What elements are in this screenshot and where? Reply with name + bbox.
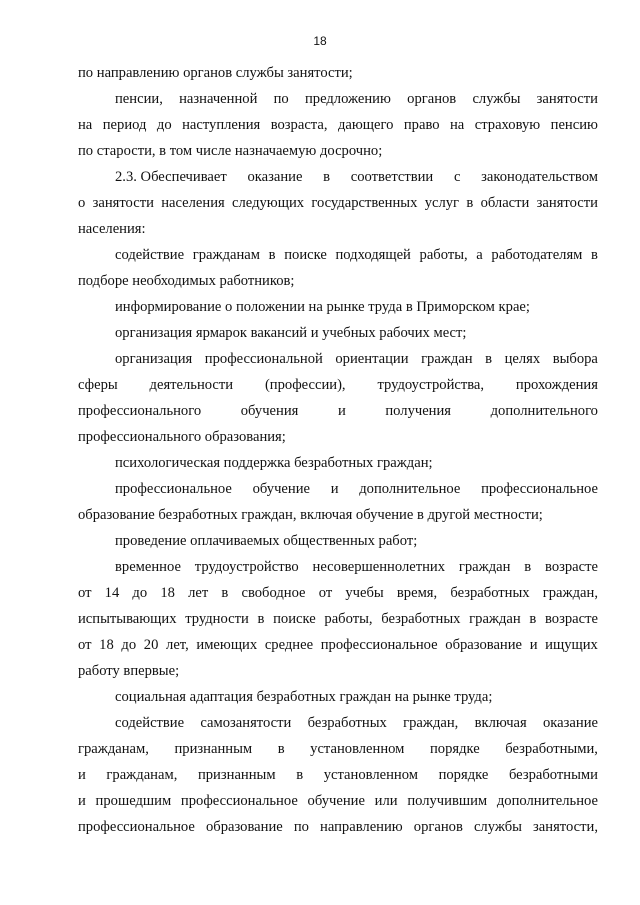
text-segment: возраста, — [270, 117, 328, 133]
text-segment: безработными — [508, 767, 598, 783]
text-segment: соответствии — [350, 169, 434, 185]
text-segment: в — [524, 559, 532, 575]
text-line — [78, 424, 598, 450]
text-segment: ищущих — [545, 637, 598, 653]
text-segment: по старости, в том числе назначаемую досрочно; — [78, 143, 383, 159]
text-segment: оказание — [247, 169, 303, 185]
text-segment: работодателям — [491, 247, 583, 263]
text-segment: среднее — [264, 637, 314, 653]
text-line — [78, 372, 598, 398]
text-segment: назначенной — [179, 91, 258, 107]
text-segment: поиске — [284, 247, 327, 263]
text-segment: занятости — [92, 195, 154, 211]
text-line — [78, 762, 598, 788]
text-segment: 18 — [160, 585, 175, 601]
text-segment: населения — [161, 195, 225, 211]
text-line — [78, 554, 598, 580]
text-segment: работы, — [419, 247, 468, 263]
text-segment: право — [403, 117, 440, 133]
text-segment: включая — [474, 715, 527, 731]
text-segment: в — [277, 741, 285, 757]
text-segment: граждан — [458, 559, 511, 575]
text-segment: деятельности — [149, 377, 234, 393]
text-segment: прохождения — [515, 377, 598, 393]
text-segment: в — [323, 169, 331, 185]
text-segment: в — [268, 247, 276, 263]
text-segment: свободное — [241, 585, 306, 601]
text-segment: граждан — [469, 611, 521, 627]
text-segment: оказание — [543, 715, 598, 731]
text-segment: граждан, — [542, 585, 598, 601]
text-line — [78, 86, 598, 112]
text-segment: профессиональное — [180, 793, 298, 809]
text-segment: содействие — [115, 715, 185, 731]
text-segment: следующих — [232, 195, 305, 211]
text-segment: профессиональное — [78, 819, 195, 835]
text-segment: службы — [473, 819, 522, 835]
text-segment: порядке — [438, 767, 489, 783]
text-segment: работу впервые; — [78, 663, 180, 679]
text-segment: целях — [504, 351, 541, 367]
text-segment: направлению — [320, 819, 403, 835]
text-segment: 2.3. Обеспечивает — [115, 169, 227, 185]
text-segment: гражданам, — [106, 767, 178, 783]
text-segment: дополнительного — [490, 403, 598, 419]
text-segment: получения — [385, 403, 452, 419]
text-segment: по направлению органов службы занятости; — [78, 65, 353, 81]
text-segment: предложению — [304, 91, 391, 107]
text-segment: безработных — [381, 611, 461, 627]
text-segment: занятости — [536, 195, 598, 211]
text-segment: от — [78, 585, 92, 601]
text-segment: время, — [396, 585, 438, 601]
document-body-text — [78, 60, 598, 840]
text-segment: и — [337, 403, 346, 419]
text-line — [78, 606, 598, 632]
text-line — [78, 528, 598, 554]
text-segment: подборе необходимых работников; — [78, 273, 295, 289]
text-segment: поиске — [273, 611, 316, 627]
text-line — [78, 502, 598, 528]
text-segment: дающего — [337, 117, 394, 133]
text-segment: и — [529, 637, 538, 653]
text-segment: самозанятости — [200, 715, 292, 731]
text-segment: органов — [407, 91, 457, 107]
text-line — [78, 242, 598, 268]
text-segment: в — [221, 585, 229, 601]
text-segment: в — [296, 767, 304, 783]
text-segment: прошедшим — [95, 793, 172, 809]
text-segment: несовершеннолетних — [312, 559, 446, 575]
text-segment: 14 — [104, 585, 120, 601]
text-segment: на — [450, 117, 465, 133]
text-segment: работы, — [324, 611, 373, 627]
text-line — [78, 320, 598, 346]
text-line — [78, 216, 598, 242]
text-line — [78, 268, 598, 294]
text-segment: безработными, — [505, 741, 598, 757]
text-segment: порядке — [429, 741, 480, 757]
text-segment: наступления — [182, 117, 261, 133]
text-segment: признанным — [174, 741, 253, 757]
text-segment: содействие — [115, 247, 185, 263]
text-segment: в — [485, 351, 493, 367]
text-line — [78, 138, 598, 164]
text-segment: 20 — [143, 637, 159, 653]
text-line — [78, 580, 598, 606]
text-segment: граждан — [421, 351, 473, 367]
text-line — [78, 112, 598, 138]
text-segment: информирование о положении на рынке труда в Приморском крае; — [115, 299, 530, 315]
text-segment: признанным — [197, 767, 276, 783]
text-segment: образование — [205, 819, 283, 835]
text-segment: от — [318, 585, 333, 601]
text-segment: подходящей — [335, 247, 411, 263]
text-segment: области — [480, 195, 530, 211]
text-segment: дополнительное — [359, 481, 461, 497]
text-line — [78, 684, 598, 710]
text-segment: возрасте — [545, 559, 598, 575]
text-segment: или — [374, 793, 398, 809]
text-segment: законодательством — [481, 169, 598, 185]
text-line — [78, 814, 598, 840]
text-segment: от — [78, 637, 92, 653]
text-segment: в — [529, 611, 537, 627]
text-line — [78, 788, 598, 814]
text-segment: ориентации — [335, 351, 409, 367]
text-segment: (профессии), — [264, 377, 346, 393]
text-line — [78, 736, 598, 762]
text-segment: и — [78, 767, 86, 783]
text-segment: на — [78, 117, 93, 133]
text-segment: службы — [472, 91, 521, 107]
text-segment: трудности — [185, 611, 249, 627]
text-segment: по — [273, 91, 289, 107]
text-segment: установленном — [323, 767, 418, 783]
text-segment: занятости, — [533, 819, 598, 835]
text-segment: а — [476, 247, 483, 263]
text-segment: профессионального образования; — [78, 429, 286, 445]
text-segment: гражданам, — [78, 741, 149, 757]
text-segment: занятости — [536, 91, 598, 107]
text-segment: по — [293, 819, 309, 835]
text-segment: профессиональное — [320, 637, 438, 653]
text-segment: о — [78, 195, 86, 211]
text-segment: граждан, — [403, 715, 459, 731]
text-segment: страховую — [474, 117, 541, 133]
text-line — [78, 658, 598, 684]
text-segment: обучение — [252, 481, 310, 497]
text-line — [78, 164, 598, 190]
text-segment: до — [121, 637, 137, 653]
text-segment: профессиональное — [481, 481, 598, 497]
text-segment: и — [78, 793, 86, 809]
text-segment: до — [156, 117, 172, 133]
text-segment: образование безработных граждан, включая обучение в другой местности; — [78, 507, 543, 523]
text-segment: и — [330, 481, 339, 497]
text-segment: органов — [413, 819, 463, 835]
text-segment: обучения — [240, 403, 299, 419]
text-segment: в — [466, 195, 474, 211]
text-segment: лет — [188, 585, 209, 601]
text-segment: период — [102, 117, 147, 133]
text-line — [78, 476, 598, 502]
text-line — [78, 450, 598, 476]
text-segment: социальная адаптация безработных граждан на рынке труда; — [115, 689, 493, 705]
text-segment: до — [132, 585, 148, 601]
text-segment: с — [453, 169, 461, 185]
text-segment: выбора — [552, 351, 598, 367]
text-segment: испытывающих — [78, 611, 177, 627]
text-segment: безработных — [450, 585, 530, 601]
text-segment: возрасте — [545, 611, 598, 627]
text-segment: обучение — [307, 793, 365, 809]
text-segment: образование — [445, 637, 523, 653]
text-line — [78, 710, 598, 736]
text-line — [78, 398, 598, 424]
text-segment: населения: — [78, 221, 146, 237]
text-segment: психологическая поддержка безработных граждан; — [115, 455, 433, 471]
text-segment: услуг — [424, 195, 460, 211]
text-segment: безработных — [307, 715, 387, 731]
text-line — [78, 346, 598, 372]
text-line — [78, 60, 598, 86]
text-segment: профессиональное — [115, 481, 232, 497]
text-line — [78, 294, 598, 320]
text-segment: пенсию — [550, 117, 598, 133]
text-segment: пенсии, — [115, 91, 163, 107]
text-segment: государственных — [311, 195, 418, 211]
text-segment: организация — [115, 351, 193, 367]
text-segment: учебы — [345, 585, 384, 601]
text-segment: получившим — [407, 793, 488, 809]
text-segment: в — [257, 611, 265, 627]
text-segment: лет, — [166, 637, 189, 653]
text-segment: в — [591, 247, 598, 263]
text-segment: профессиональной — [204, 351, 323, 367]
text-line — [78, 632, 598, 658]
text-segment: дополнительное — [496, 793, 598, 809]
text-line — [78, 190, 598, 216]
text-segment: 18 — [99, 637, 114, 653]
page-number: 18 — [313, 34, 327, 48]
text-segment: трудоустройство — [194, 559, 299, 575]
text-segment: имеющих — [196, 637, 258, 653]
text-segment: сферы — [78, 377, 118, 393]
text-segment: трудоустройства, — [377, 377, 485, 393]
text-segment: проведение оплачиваемых общественных работ; — [115, 533, 418, 549]
text-segment: гражданам — [192, 247, 261, 263]
text-segment: организация ярмарок вакансий и учебных рабочих мест; — [115, 325, 467, 341]
text-segment: профессионального — [78, 403, 202, 419]
text-segment: временное — [115, 559, 181, 575]
text-segment: установленном — [310, 741, 405, 757]
